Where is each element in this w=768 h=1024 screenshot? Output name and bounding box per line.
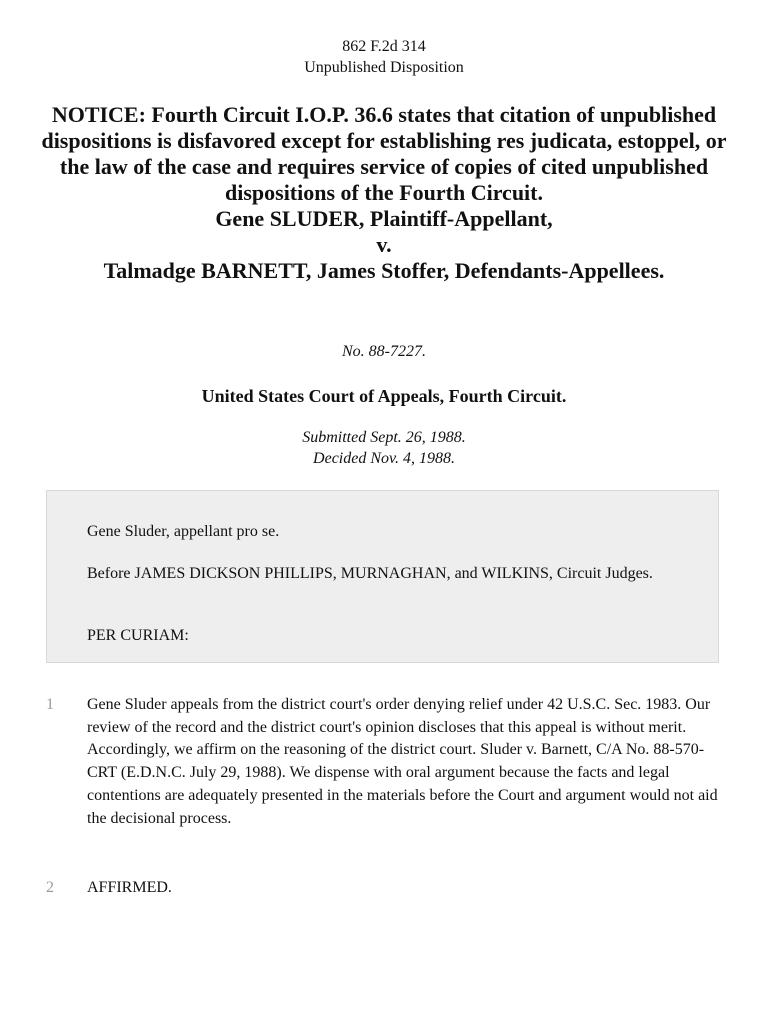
reporter-citation: 862 F.2d 314 xyxy=(342,38,426,55)
appellant-name: Gene SLUDER, Plaintiff-Appellant, xyxy=(215,206,553,231)
versus-label: v. xyxy=(376,232,392,257)
court-name: United States Court of Appeals, Fourth Circuit. xyxy=(201,386,567,406)
decided-date: Decided Nov. 4, 1988. xyxy=(313,450,455,467)
appellees-names: Talmadge BARNETT, James Stoffer, Defendants-Appellees. xyxy=(103,258,665,283)
per-curiam-label: PER CURIAM: xyxy=(87,627,189,644)
paragraph-number: 2 xyxy=(46,879,54,896)
notice-text: NOTICE: Fourth Circuit I.O.P. 36.6 states that citation of unpublished dispositions is disfavored except for establishing res judicata, estoppel, or the law of the case and requires service of copies of cited unpublished dispositions of the Fourth Circuit. xyxy=(41,102,727,205)
paragraph-number: 1 xyxy=(46,696,54,713)
panel-line: Before JAMES DICKSON PHILLIPS, MURNAGHAN, and WILKINS, Circuit Judges. xyxy=(87,565,653,582)
paragraph-text: Gene Sluder appeals from the district court's order denying relief under 42 U.S.C. Sec. 1983. Our review of the record and the district court's opinion discloses that this appeal is without merit. Accordingly, we affirm on the reasoning of the district court. Sluder v. Barnett, C/A No. 88-570-CRT (E.D.N.C. July 29, 1988). We dispense with oral argument because the facts and legal contentions are adequately presented in the materials before the Court and argument would not aid the decisional process. xyxy=(87,696,718,827)
disposition-label: Unpublished Disposition xyxy=(304,59,464,76)
paragraph-text: AFFIRMED. xyxy=(87,879,172,896)
counsel-line: Gene Sluder, appellant pro se. xyxy=(87,523,280,540)
docket-number: No. 88-7227. xyxy=(342,343,426,360)
case-citation-block xyxy=(0,36,768,78)
case-dates xyxy=(0,427,768,469)
case-title xyxy=(40,102,728,284)
opinion-header-box xyxy=(46,490,719,663)
submitted-date: Submitted Sept. 26, 1988. xyxy=(302,429,466,446)
